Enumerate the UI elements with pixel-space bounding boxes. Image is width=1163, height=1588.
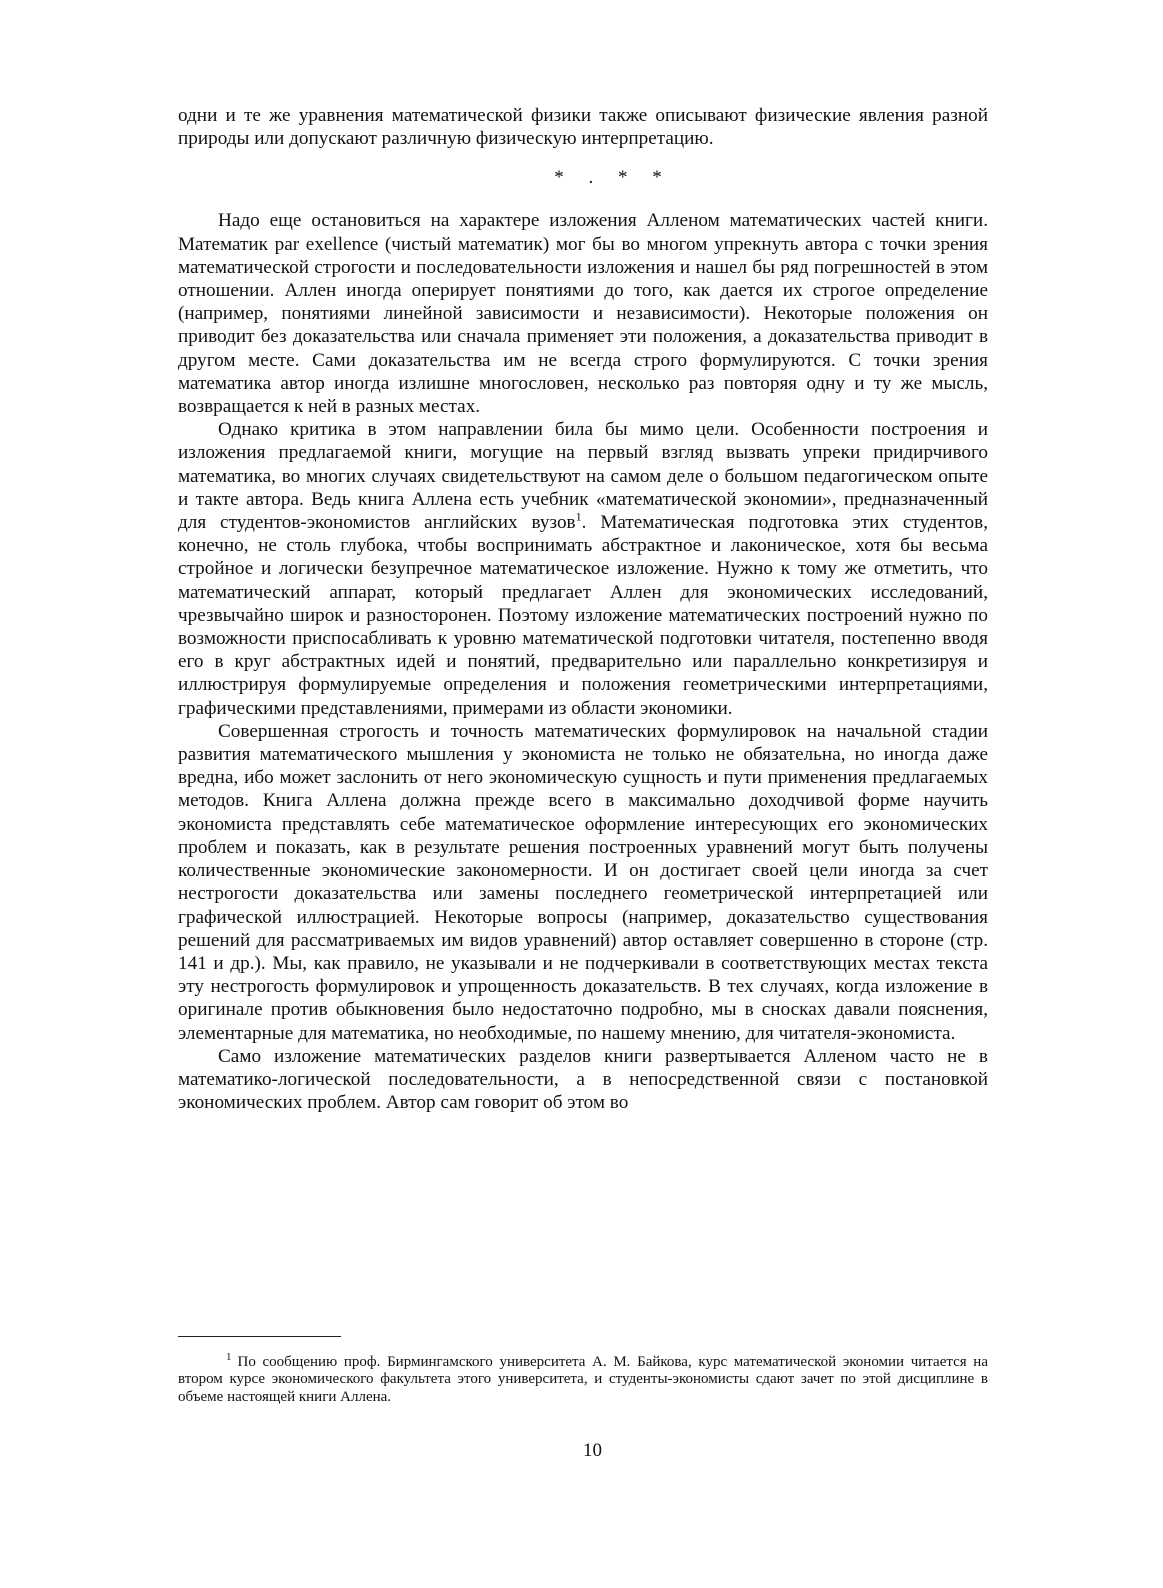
- footnote-reference[interactable]: 1: [575, 509, 582, 524]
- intro-paragraph: одни и те же уравнения математической физики также описывают физические явления разной природы или допускают различную физическую интерпретацию.: [178, 105, 988, 150]
- footnote-mark: 1: [226, 1351, 232, 1363]
- section-separator: * . * *: [554, 167, 672, 189]
- paragraph-4: Само изложение математических разделов книги развертывается Алленом часто не в математико-логической последовательности, а в непосредственной связи с постановкой экономических проблем. Автор сам говорит об этом во: [178, 1045, 988, 1114]
- footnote-text: По сообщению проф. Бирмингамского университета А. М. Байкова, курс математической экономии читается на втором курсе экономического факультета этого университета, и студенты-экономисты сдают зачет по этой дисциплине в объеме настоящей книги Аллена.: [178, 1354, 988, 1405]
- page-number: 10: [583, 1440, 602, 1461]
- paragraph-1: Надо еще остановиться на характере изложения Алленом математических частей книги. Математик par exellence (чистый математик) мог бы во многом упрекнуть автора с точки зрения математической строгости и последовательности изложения и нашел бы ряд погрешностей в этом отношении. Аллен иногда оперирует понятиями до того, как дается их строгое определение (например, понятиями линейной зависимости и независимости). Некоторые положения он приводит без доказательства или сначала применяет эти положения, а доказательства приводит в другом месте. Сами доказательства им не всегда строго формулируются. С точки зрения математика автор иногда излишне многословен, несколько раз повторяя одну и ту же мысль, возвращается к ней в разных местах.: [178, 210, 988, 418]
- paragraph-2: [178, 418, 988, 720]
- footnote-divider: [178, 1336, 341, 1337]
- paragraph-2-text: Однако критика в этом направлении била бы мимо цели. Особенности построения и изложения предлагаемой книги, могущие на первый взгляд вызвать упреки придирчивого математика, во многих случаях свидетельствуют на самом деле о большом педагогическом опыте и такте автора. Ведь книга Аллена есть учебник «математической экономии», предназначенный для студентов-экономистов английских вузов: [178, 419, 988, 534]
- footnote: [178, 1351, 988, 1406]
- page-body: [178, 104, 988, 1114]
- paragraph-2-continuation: . Математическая подготовка этих студентов, конечно, не столь глубока, чтобы воспринимать абстрактное и лаконическое, хотя бы весьма стройное и логически безупречное математическое изложение. Нужно к тому же отметить, что математический аппарат, который предлагает Аллен для экономических исследований, чрезвычайно широк и разносторонен. Поэтому изложение математических построений нужно по возможности приспосабливать к уровню математической подготовки читателя, постепенно вводя его в круг абстрактных идей и понятий, предварительно или параллельно конкретизируя и иллюстрируя формулируемые определения и положения геометрическими интерпретациями, графическими представлениями, примерами из области экономики.: [178, 512, 989, 719]
- paragraph-3: Совершенная строгость и точность математических формулировок на начальной стадии развития математического мышления у экономиста не только не обязательна, но иногда даже вредна, ибо может заслонить от него экономическую сущность и пути применения предлагаемых методов. Книга Аллена должна прежде всего в максимально доходчивой форме научить экономиста представлять себе математическое оформление интересующих его экономических проблем и показать, как в результате решения построенных уравнений могут быть получены количественные экономические закономерности. И он достигает своей цели иногда за счет нестрогости доказательства или замены последнего геометрической интерпретацией или графической иллюстрацией. Некоторые вопросы (например, доказательство существования решений для рассматриваемых им видов уравнений) автор оставляет совершенно в стороне (стр. 141 и др.). Мы, как правило, не указывали и не подчеркивали в соответствующих местах текста эту нестрогость формулировок и упрощенность доказательств. В тех случаях, когда изложение в оригинале против обыкновения было недостаточно подробно, мы в сносках давали пояснения, элементарные для математика, но необходимые, по нашему мнению, для читателя-экономиста.: [178, 720, 988, 1044]
